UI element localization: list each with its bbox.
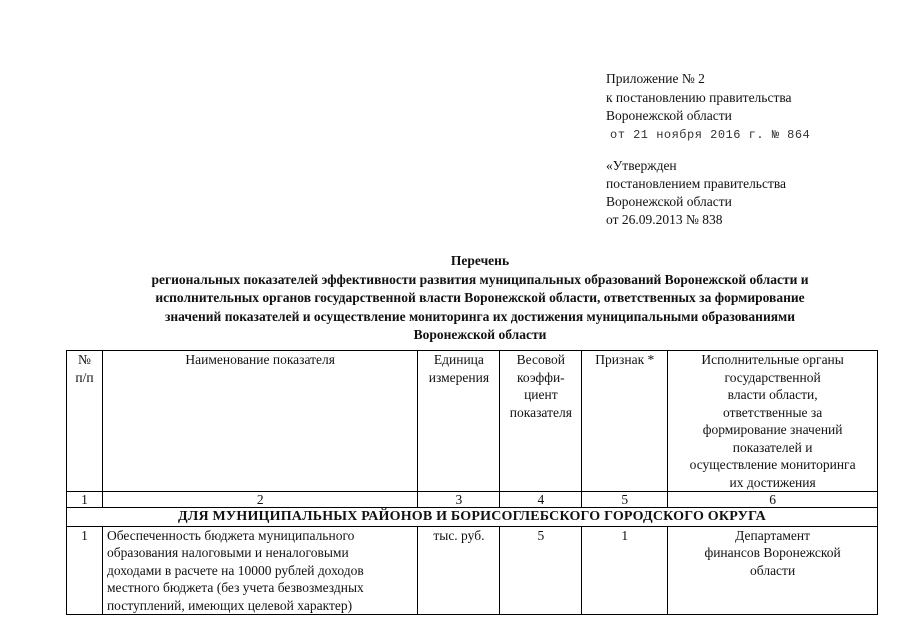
approved-line-4: от 26.09.2013 № 838 xyxy=(606,212,723,227)
header-organs-line: осуществление мониторинга xyxy=(689,457,856,472)
table-header-row xyxy=(67,351,878,492)
heading-line-1: региональных показателей эффективности развития муниципальных образований Воронежской области и xyxy=(151,271,809,287)
approved-block xyxy=(606,157,786,229)
heading-line-2: исполнительных органов государственной власти Воронежской области, ответственных за формирование xyxy=(155,290,805,305)
header-organs-line: Исполнительные органы xyxy=(701,352,844,367)
appendix-date-stamp: от 21 ноября 2016 г. № 864 xyxy=(610,127,811,142)
approved-line-2: постановлением правительства xyxy=(606,176,787,191)
row-indicator-name xyxy=(102,526,417,615)
header-num-line: п/п xyxy=(75,369,94,385)
header-weight-line: показателя xyxy=(509,404,572,420)
header-num xyxy=(67,351,103,492)
row-unit: тыс. руб. xyxy=(418,526,500,615)
row-name-line: образования налоговыми и неналоговыми xyxy=(106,545,349,560)
approved-line-3: Воронежской области xyxy=(606,194,732,209)
header-organs-line: формирование значений xyxy=(702,422,843,437)
table-row xyxy=(67,526,878,615)
heading-line-3: значений показателей и осуществление мониторинга их достижения муниципальными образованиями xyxy=(164,308,796,324)
column-number: 1 xyxy=(67,492,103,508)
section-row xyxy=(67,508,878,527)
header-organs-line: показателей и xyxy=(732,439,813,455)
header-weight-line: коэффи- xyxy=(517,369,565,385)
appendix-region: Воронежской области xyxy=(606,108,732,123)
indicators-table xyxy=(66,350,878,615)
header-organs-line: их достижения xyxy=(729,474,816,490)
section-title: ДЛЯ МУНИЦИПАЛЬНЫХ РАЙОНОВ И БОРИСОГЛЕБСКОГО ГОРОДСКОГО ОКРУГА xyxy=(67,508,878,527)
heading-title: Перечень xyxy=(450,253,510,268)
header-organs-line: государственной xyxy=(724,369,821,385)
header-weight xyxy=(500,351,582,492)
row-num: 1 xyxy=(67,526,103,615)
row-organ-line: финансов Воронежской xyxy=(704,545,841,560)
header-organs-line: власти области, xyxy=(727,387,818,402)
row-name-line: поступлений, имеющих целевой характер) xyxy=(106,597,353,613)
column-number: 3 xyxy=(418,492,500,508)
approved-line-1: «Утвержден xyxy=(606,158,677,173)
row-name-line: доходами в расчете на 10000 рублей доходов xyxy=(106,562,364,578)
appendix-number: Приложение № 2 xyxy=(606,71,705,86)
column-number: 2 xyxy=(102,492,417,508)
row-organ xyxy=(668,526,878,615)
header-weight-line: Весовой xyxy=(516,352,566,367)
column-number: 6 xyxy=(668,492,878,508)
header-weight-line: циент xyxy=(524,387,558,402)
row-name-line: местного бюджета (без учета безвозмездных xyxy=(106,580,364,595)
row-sign: 1 xyxy=(582,526,668,615)
header-sign xyxy=(582,351,668,492)
column-number: 4 xyxy=(500,492,582,508)
row-weight: 5 xyxy=(500,526,582,615)
column-number: 5 xyxy=(582,492,668,508)
header-name xyxy=(102,351,417,492)
header-unit-line: измерения xyxy=(428,369,490,385)
row-organ-line: области xyxy=(750,562,796,578)
header-name-line: Наименование показателя xyxy=(185,352,335,367)
header-organs-line: ответственные за xyxy=(723,404,823,420)
document-heading xyxy=(60,252,900,345)
approval-block xyxy=(606,70,810,144)
header-unit xyxy=(418,351,500,492)
header-unit-line: Единица xyxy=(433,352,484,367)
heading-line-4: Воронежской области xyxy=(413,327,547,342)
column-numbers-row xyxy=(67,492,878,508)
header-organs xyxy=(668,351,878,492)
header-sign-line: Признак * xyxy=(595,352,655,367)
header-num-line: № xyxy=(78,352,91,367)
row-name-line: Обеспеченность бюджета муниципального xyxy=(106,527,355,543)
row-organ-line: Департамент xyxy=(735,527,811,543)
appendix-resolution: к постановлению правительства xyxy=(606,89,792,105)
